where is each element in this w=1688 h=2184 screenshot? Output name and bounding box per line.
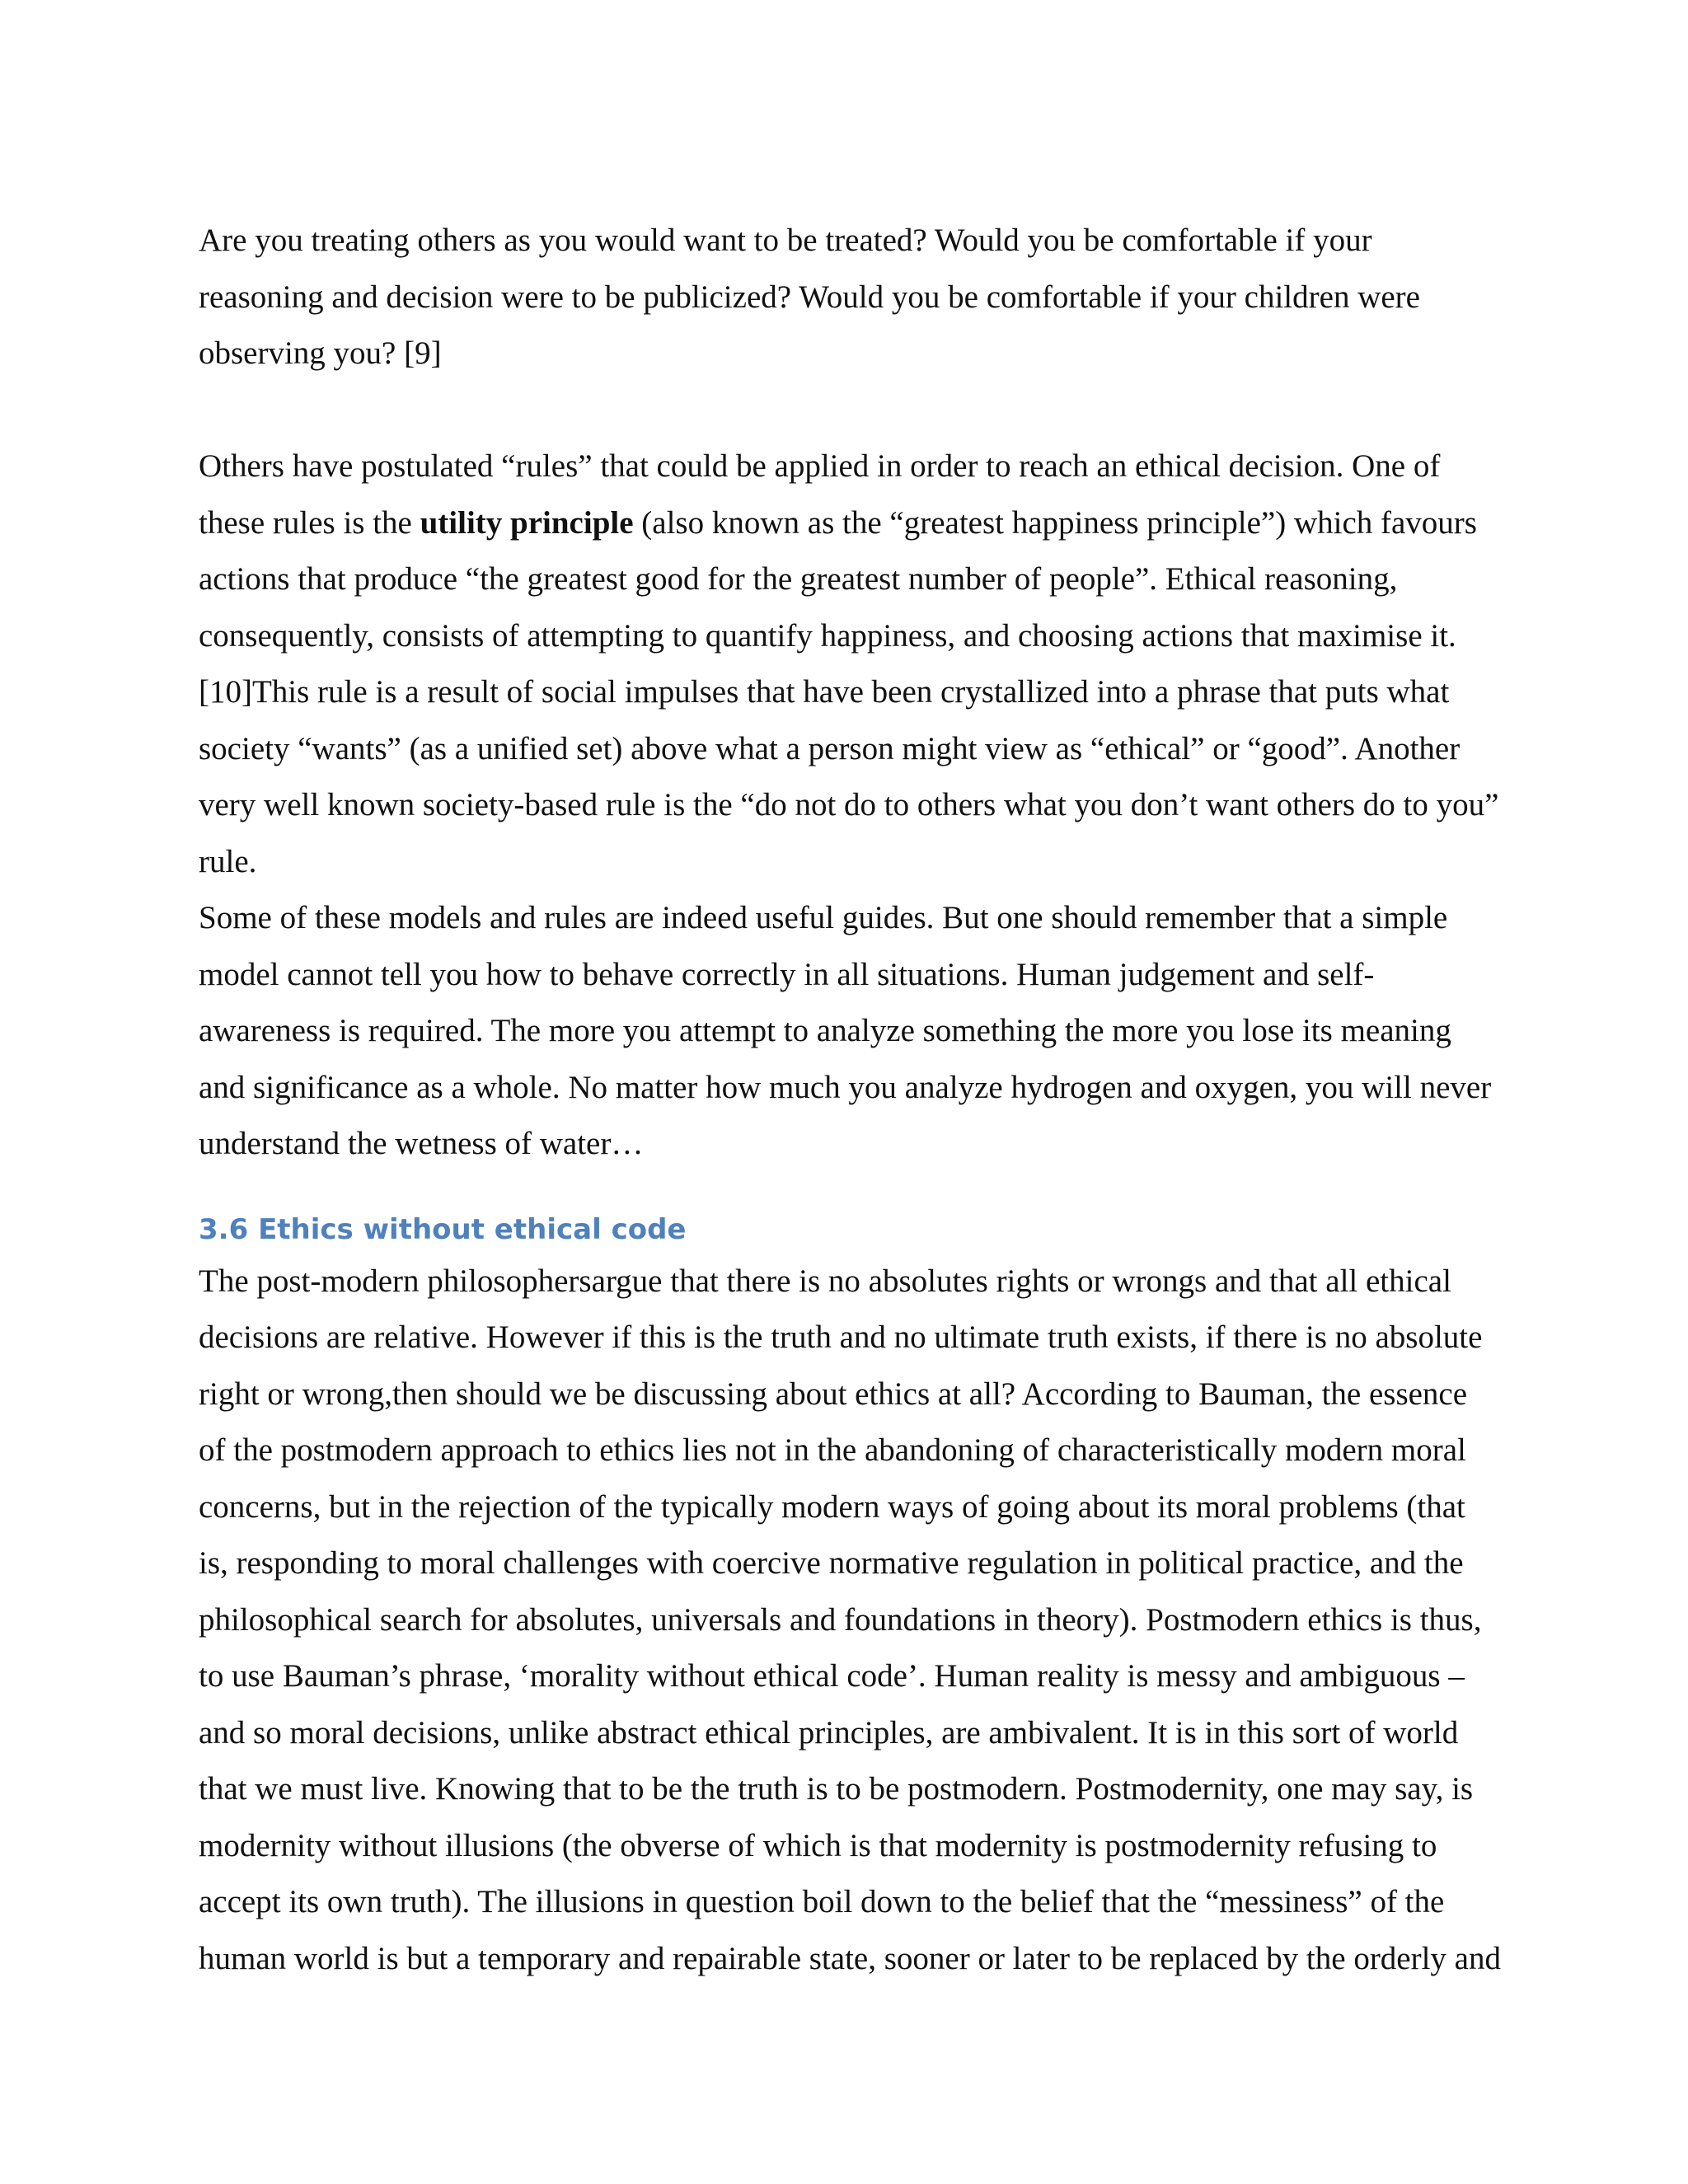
paragraph-rules-rest: (also known as the “greatest happiness principle”) which favours actions that produce “the greatest good for the greatest number of people”. Ethical reasoning, consequently, consists of attempting to quantify happiness, and choosing actions that maximise it. [10]This rule is a result of social impulses that have been crystallized into a phrase that puts what society “wants” (as a unified set) above what a person might view as “ethical” or “good”. Another very well known society-based rule is the “do not do to others what you don’t want others do to you” rule. — [199, 504, 1499, 879]
paragraph-spacer — [199, 382, 1501, 439]
utility-principle-term: utility principle — [420, 504, 634, 541]
paragraph-rules — [199, 438, 1501, 890]
paragraph-models: Some of these models and rules are indeed useful guides. But one should remember that a simple model cannot tell you how to behave correctly in all situations. Human judgement and self-awareness is required. The more you attempt to analyze something the more you lose its meaning and significance as a whole. No matter how much you analyze hydrogen and oxygen, you will never understand the wetness of water… — [199, 900, 1492, 1161]
paragraph-questions: Are you treating others as you would want to be treated? Would you be comfortable if your reasoning and decision were to be publicized? Would you be comfortable if your children were observing you? [9] — [199, 223, 1420, 371]
document-body — [199, 213, 1501, 1987]
paragraph-postmodern: The post-modern philosophersargue that there is no absolutes rights or wrongs and that all ethical decisions are relative. However if this is the truth and no ultimate truth exists, if there is no absolute right or wrong,then should we be discussing about ethics at all? According to Bauman, the essence of the postmodern approach to ethics lies not in the abandoning of characteristically modern moral concerns, but in the rejection of the typically modern ways of going about its moral problems (that is, responding to moral challenges with coercive normative regulation in political practice, and the philosophical search for absolutes, universals and foundations in theory). Postmodern ethics is thus, to use Bauman’s phrase, ‘morality without ethical code’. Human reality is messy and ambiguous – and so moral decisions, unlike abstract ethical principles, are ambivalent. It is in this sort of world that we must live. Knowing that to be the truth is to be postmodern. Postmodernity, one may say, is modernity without illusions (the obverse of which is that modernity is postmodernity refusing to accept its own truth). The illusions in question boil down to the belief that the “messiness” of the human world is but a temporary and repairable state, sooner or later to be replaced by the orderly and — [199, 1263, 1501, 1976]
paragraph-rules-lead: Others have postulated “rules” that could be applied in order to reach an ethical decision. One of these rules is the — [199, 448, 1441, 541]
section-spacer — [199, 1173, 1501, 1206]
section-heading: 3.6 Ethics without ethical code — [199, 1212, 687, 1246]
